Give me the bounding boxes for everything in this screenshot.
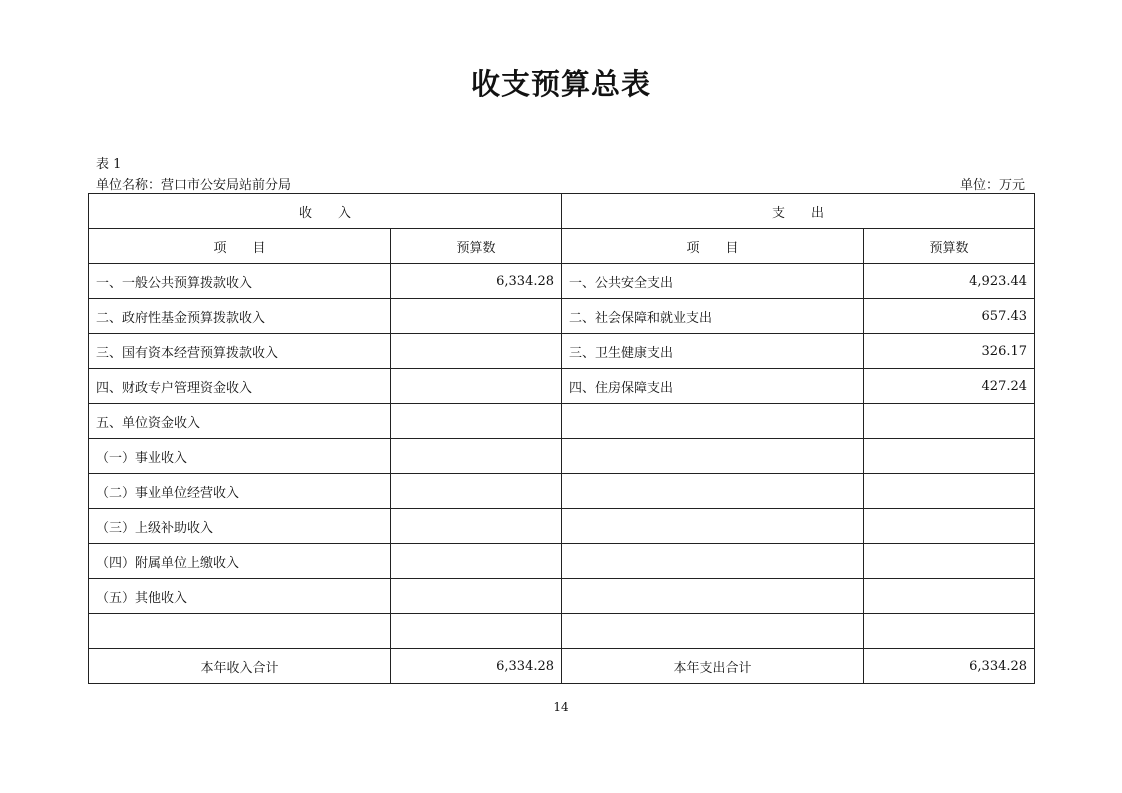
table-row <box>89 369 1035 404</box>
page-title: 收支预算总表 <box>470 67 651 101</box>
income-item-cell <box>89 614 391 649</box>
section-header-row <box>89 194 1035 229</box>
expenditure-item-cell <box>562 439 864 474</box>
income-amount-cell <box>391 579 562 614</box>
income-item-cell: （四）附属单位上缴收入 <box>89 544 391 579</box>
income-item-cell: （三）上级补助收入 <box>89 509 391 544</box>
income-amount-cell <box>391 334 562 369</box>
budget-summary-table <box>88 193 1035 684</box>
income-amount-cell <box>391 404 562 439</box>
table-row <box>89 474 1035 509</box>
expenditure-amount-cell: 427.24 <box>864 369 1035 404</box>
expenditure-item-cell <box>562 404 864 439</box>
income-item-cell: 二、政府性基金预算拨款收入 <box>89 299 391 334</box>
expenditure-total-label: 本年支出合计 <box>562 649 864 684</box>
expenditure-item-cell: 三、卫生健康支出 <box>562 334 864 369</box>
income-amount-cell <box>391 299 562 334</box>
income-item-cell: 一、一般公共预算拨款收入 <box>89 264 391 299</box>
income-amount-cell <box>391 474 562 509</box>
expenditure-amount-cell: 4,923.44 <box>864 264 1035 299</box>
income-item-cell: （二）事业单位经营收入 <box>89 474 391 509</box>
expenditure-item-cell: 一、公共安全支出 <box>562 264 864 299</box>
currency-unit: 单位：万元 <box>959 178 1025 193</box>
income-item-cell: 四、财政专户管理资金收入 <box>89 369 391 404</box>
income-total-label: 本年收入合计 <box>89 649 391 684</box>
expenditure-total-amount: 6,334.28 <box>864 649 1035 684</box>
expenditure-amount-cell <box>864 544 1035 579</box>
page-number: 14 <box>553 700 569 714</box>
income-budget-header: 预算数 <box>391 229 562 264</box>
income-amount-cell <box>391 509 562 544</box>
table-row <box>89 404 1035 439</box>
table-row <box>89 544 1035 579</box>
table-row <box>89 579 1035 614</box>
income-total-amount: 6,334.28 <box>391 649 562 684</box>
expenditure-amount-cell <box>864 474 1035 509</box>
income-item-cell: 三、国有资本经营预算拨款收入 <box>89 334 391 369</box>
expenditure-item-cell <box>562 474 864 509</box>
table-row <box>89 299 1035 334</box>
expenditure-item-cell <box>562 509 864 544</box>
expenditure-item-header: 项 目 <box>562 229 864 264</box>
income-amount-cell <box>391 369 562 404</box>
income-item-cell: （五）其他收入 <box>89 579 391 614</box>
expenditure-item-cell <box>562 544 864 579</box>
income-section-header: 收 入 <box>89 194 562 229</box>
table-row <box>89 509 1035 544</box>
table-number: 表 1 <box>96 157 122 172</box>
income-item-cell: （一）事业收入 <box>89 439 391 474</box>
unit-name: 单位名称：营口市公安局站前分局 <box>96 178 292 193</box>
expenditure-amount-cell <box>864 404 1035 439</box>
expenditure-amount-cell <box>864 614 1035 649</box>
income-amount-cell <box>391 614 562 649</box>
expenditure-amount-cell: 657.43 <box>864 299 1035 334</box>
expenditure-amount-cell <box>864 439 1035 474</box>
table-row <box>89 334 1035 369</box>
expenditure-amount-cell <box>864 509 1035 544</box>
expenditure-item-cell <box>562 614 864 649</box>
column-header-row <box>89 229 1035 264</box>
table-row <box>89 264 1035 299</box>
table-row <box>89 614 1035 649</box>
expenditure-section-header: 支 出 <box>562 194 1035 229</box>
expenditure-budget-header: 预算数 <box>864 229 1035 264</box>
table-row <box>89 439 1035 474</box>
income-amount-cell <box>391 439 562 474</box>
expenditure-item-cell <box>562 579 864 614</box>
income-amount-cell: 6,334.28 <box>391 264 562 299</box>
expenditure-amount-cell <box>864 579 1035 614</box>
income-item-cell: 五、单位资金收入 <box>89 404 391 439</box>
income-amount-cell <box>391 544 562 579</box>
expenditure-item-cell: 二、社会保障和就业支出 <box>562 299 864 334</box>
totals-row <box>89 649 1035 684</box>
income-item-header: 项 目 <box>89 229 391 264</box>
expenditure-item-cell: 四、住房保障支出 <box>562 369 864 404</box>
expenditure-amount-cell: 326.17 <box>864 334 1035 369</box>
